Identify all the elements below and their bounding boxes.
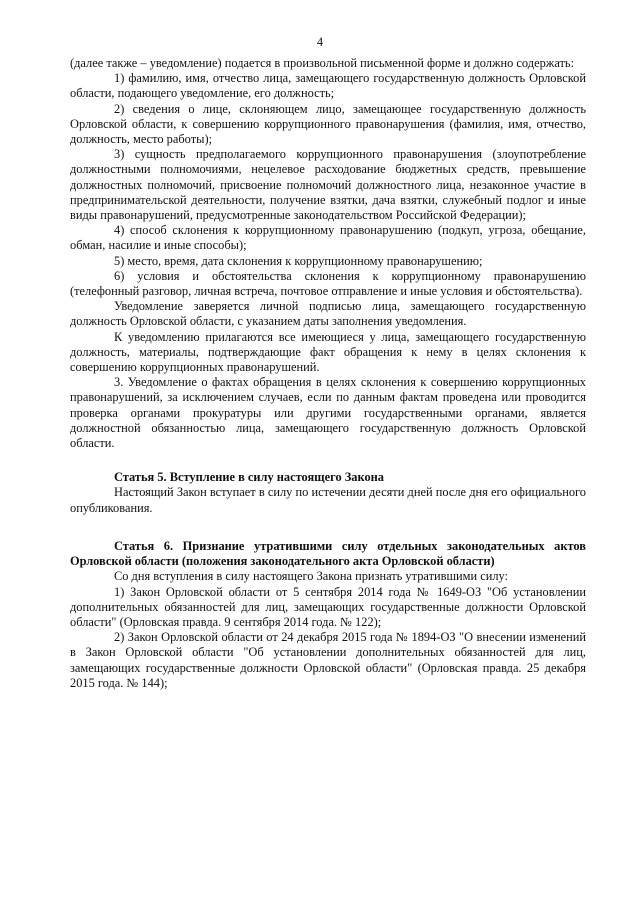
list-item-2: 2) сведения о лице, склоняющем лицо, замещающее государственную должность Орловской области, к совершению коррупционного правонарушения (фамилия, имя, отчество, должность, место работы); bbox=[70, 101, 586, 147]
paragraph-clause-3: 3. Уведомление о фактах обращения в целях склонения к совершению коррупционных правонарушений, за исключением случаев, если по данным фактам проведена или проводится проверка органами прокуратуры или другими государственными органами, является должностной обязанностью лица, замещающего государственную должность Орловской области. bbox=[70, 375, 586, 451]
paragraph-signature: Уведомление заверяется личной подписью лица, замещающего государственную должность Орловской области, с указанием даты заполнения уведомления. bbox=[70, 299, 586, 329]
article-5-heading: Статья 5. Вступление в силу настоящего Закона bbox=[114, 470, 384, 485]
document-body bbox=[70, 56, 586, 691]
article-6-item-1: 1) Закон Орловской области от 5 сентября 2014 года № 1649-ОЗ "Об установлении дополнительных обязанностей для лиц, замещающих государственные должности Орловской области" (Орловская правда. 9 сентября 2014 года. № 122); bbox=[70, 584, 586, 629]
paragraph-attachments: К уведомлению прилагаются все имеющиеся у лица, замещающего государственную должность, материалы, подтверждающие факт обращения к нему в целях склонения к совершению коррупционных правонарушений. bbox=[70, 329, 586, 375]
article-6-intro: Со дня вступления в силу настоящего Закона признать утратившими силу: bbox=[114, 569, 508, 584]
list-item-6: 6) условия и обстоятельства склонения к коррупционному правонарушению (телефонный разговор, личная встреча, почтовое отправление и иные условия и обстоятельства). bbox=[70, 268, 586, 299]
list-item-5: 5) место, время, дата склонения к коррупционному правонарушению; bbox=[114, 253, 483, 268]
spacer bbox=[70, 451, 586, 470]
article-6-item-2: 2) Закон Орловской области от 24 декабря 2015 года № 1894-ОЗ "О внесении изменений в Закон Орловской области "Об установлении дополнительных обязанностей для лиц, замещающих государственные должности Орловской области" (Орловская правда. 25 декабря 2015 года. № 144); bbox=[70, 630, 586, 690]
page-number: 4 bbox=[316, 35, 324, 49]
list-item-1: 1) фамилию, имя, отчество лица, замещающего государственную должность Орловской области, подающего уведомление, его должность; bbox=[70, 71, 586, 101]
article-5-text: Настоящий Закон вступает в силу по истечении десяти дней после дня его официального опубликования. bbox=[70, 485, 586, 515]
list-item-3: 3) сущность предполагаемого коррупционного правонарушения (злоупотребление должностными полномочиями, нецелевое расходование бюджетных средств, превышение должностных полномочий, присвоение полномочий должностного лица, незаконное участие в предпринимательской деятельности, получение взятки, дача взятки, служебный подлог и иные виды правонарушений, предусмотренные законодательством Российской Федерации); bbox=[70, 147, 586, 223]
article-6-heading: Статья 6. Признание утратившими силу отдельных законодательных актов Орловской области (положения законодательного акта Орловской области) bbox=[70, 538, 586, 569]
spacer bbox=[70, 516, 586, 539]
paragraph-intro: (далее также – уведомление) подается в произвольной письменной форме и должно содержать: bbox=[70, 56, 575, 70]
list-item-4: 4) способ склонения к коррупционному правонарушению (подкуп, угроза, обещание, обман, насилие и иные способы); bbox=[70, 223, 586, 253]
